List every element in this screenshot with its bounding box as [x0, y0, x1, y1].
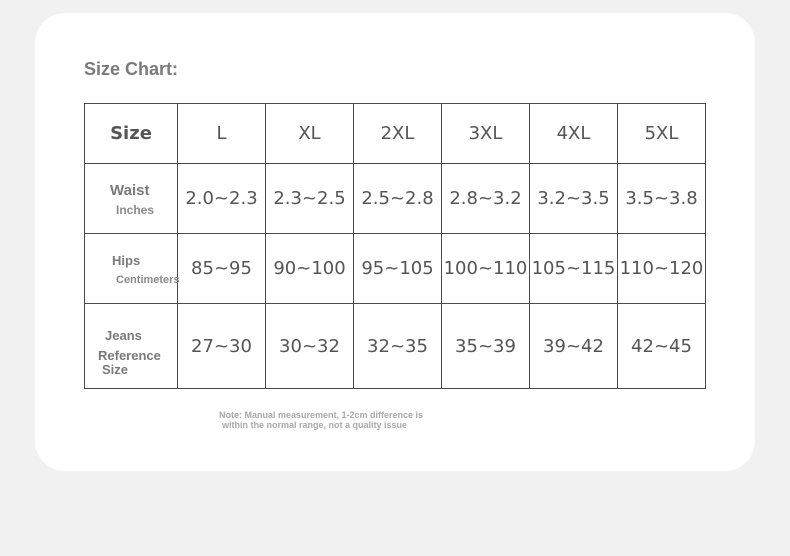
waist-value-cell: 3.2~3.5: [530, 164, 618, 234]
waist-value-cell: 2.3~2.5: [266, 164, 354, 234]
jeans-value-cell: 27~30: [178, 304, 266, 389]
size-label-cell: XL: [266, 104, 354, 164]
size-label-cell: 5XL: [618, 104, 706, 164]
hips-row-header: [85, 234, 178, 304]
waist-value-cell: 2.5~2.8: [354, 164, 442, 234]
size-label-cell: L: [178, 104, 266, 164]
page-title: Size Chart:: [84, 59, 179, 79]
waist-unit-label: Inches: [116, 203, 155, 217]
hips-value-cell: 110~120: [618, 234, 706, 304]
waist-value-cell: 2.0~2.3: [178, 164, 266, 234]
jeans-row: [85, 304, 706, 389]
waist-row: [85, 164, 706, 234]
size-label-cell: 3XL: [442, 104, 530, 164]
size-label-cell: 2XL: [354, 104, 442, 164]
jeans-value-cell: 30~32: [266, 304, 354, 389]
waist-label: Waist: [110, 182, 150, 199]
hips-value-cell: 105~115: [530, 234, 618, 304]
size-header-cell: Size: [85, 104, 178, 164]
hips-label: Hips: [112, 253, 141, 268]
hips-value-cell: 100~110: [442, 234, 530, 304]
jeans-value-cell: 39~42: [530, 304, 618, 389]
measurement-note: [219, 410, 423, 430]
jeans-value-cell: 35~39: [442, 304, 530, 389]
note-line-1: Note: Manual measurement, 1-2cm difference is: [219, 410, 424, 420]
waist-row-header: [85, 164, 178, 234]
waist-value-cell: 2.8~3.2: [442, 164, 530, 234]
jeans-label-reference: Reference: [98, 348, 161, 363]
hips-value-cell: 85~95: [178, 234, 266, 304]
jeans-label-size: Size: [102, 362, 129, 377]
jeans-row-header: [85, 304, 178, 389]
hips-value-cell: 95~105: [354, 234, 442, 304]
jeans-value-cell: 42~45: [618, 304, 706, 389]
hips-value-cell: 90~100: [266, 234, 354, 304]
table-header-row: [85, 104, 706, 164]
hips-row: [85, 234, 706, 304]
size-chart-table: [84, 103, 706, 389]
waist-value-cell: 3.5~3.8: [618, 164, 706, 234]
jeans-value-cell: 32~35: [354, 304, 442, 389]
note-line-2: within the normal range, not a quality issue: [222, 420, 408, 430]
size-label-cell: 4XL: [530, 104, 618, 164]
jeans-label: Jeans: [105, 328, 142, 343]
hips-unit-label: Centimeters: [116, 274, 180, 286]
